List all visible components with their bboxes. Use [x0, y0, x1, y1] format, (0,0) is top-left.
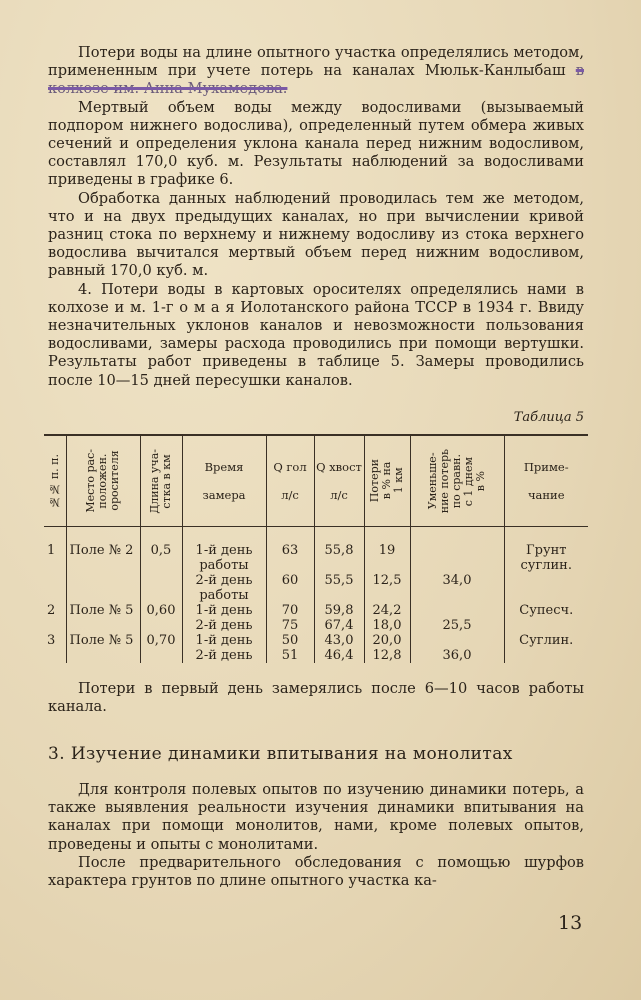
table-row: 1 Поле № 2 0,5 1-й день работы 63 55,8 19 Грунт суглин. [44, 527, 588, 574]
table-row: 2-й день 51 46,4 12,8 36,0 [44, 648, 588, 663]
header-qgol: Q гол л/с [266, 435, 314, 527]
header-no: №№ п. п. [44, 435, 66, 527]
table-row: 2 Поле № 5 0,60 1-й день 70 59,8 24,2 Супесч. [44, 603, 588, 618]
header-time: Время замера [182, 435, 266, 527]
section-heading: 3. Изучение динамики впитывания на монолитах [48, 744, 513, 764]
table-row: 2-й день 75 67,4 18,0 25,5 [44, 618, 588, 633]
paragraph-6: После предварительного обследования с помощью шурфов характера грунтов по длине опытного участка ка- [48, 853, 584, 890]
after-table-text [48, 680, 584, 716]
table-row: 3 Поле № 5 0,70 1-й день 50 43,0 20,0 Суглин. [44, 633, 588, 648]
paragraph-after-table: Потери в первый день замерялись после 6—10 часов работы канала. [48, 680, 584, 716]
header-loss: Потери в % на 1 км [364, 435, 410, 527]
header-length: Длина уча- стка в км [140, 435, 182, 527]
paragraph-5: Для контроля полевых опытов по изучению динамики потерь, а также выявления реальности изучения динамики впитывания на каналах при помощи монолитов, нами, кроме полевых опытов, проведены и опыты с монолитами. [48, 781, 584, 853]
table-header-row [44, 435, 588, 527]
paragraph-4: 4. Потери воды в картовых оросителях определялись нами в колхозе и м. 1-г о м а я Иолотанского района ТССР в 1934 г. Ввиду незначительных уклонов каналов и невозможности пользования водосливами, замеры расхода проводились при помощи вертушки. Результаты работ приведены в таблице 5. Замеры проводились после 10—15 дней пересушки каналов. [48, 280, 584, 389]
paragraph-2: Мертвый объем воды между водосливами (вызываемый подпором нижнего водослива), определенный путем обмера живых сечений и определения уклона канала перед нижним водосливом, составлял 170,0 куб. м. Результаты наблюдений за водосливами приведены в графике 6. [48, 98, 584, 189]
top-text [48, 44, 584, 390]
header-qhvost: Q хвост л/с [314, 435, 364, 527]
bottom-text [48, 781, 584, 890]
table-row: 2-й день работы 60 55,5 12,5 34,0 [44, 573, 588, 603]
struck-text: в колхозе им. Анна Мухамедова. [48, 62, 584, 98]
header-decrease: Уменьше- ние потерь по сравн. с 1 днем в % [410, 435, 504, 527]
paragraph-3: Обработка данных наблюдений проводилась тем же методом, что и на двух предыдущих каналах, но при вычислении кривой разниц стока по верхнему и нижнему водосливу из стока верхнего водослива вычитался мертвый объем перед нижним водосливом, равный 170,0 куб. м. [48, 189, 584, 280]
table-caption: Таблица 5 [513, 410, 584, 425]
header-place: Место рас- положен. оросителя [66, 435, 140, 527]
paragraph-1: Потери воды на длине опытного участка определялись методом, примененным при учете потерь на каналах Мюльк-Канлыбаш в колхозе им. Анна Мухамедова. [48, 44, 584, 98]
data-table [44, 434, 588, 663]
page-number: 13 [558, 912, 583, 934]
header-note: Приме- чание [504, 435, 588, 527]
